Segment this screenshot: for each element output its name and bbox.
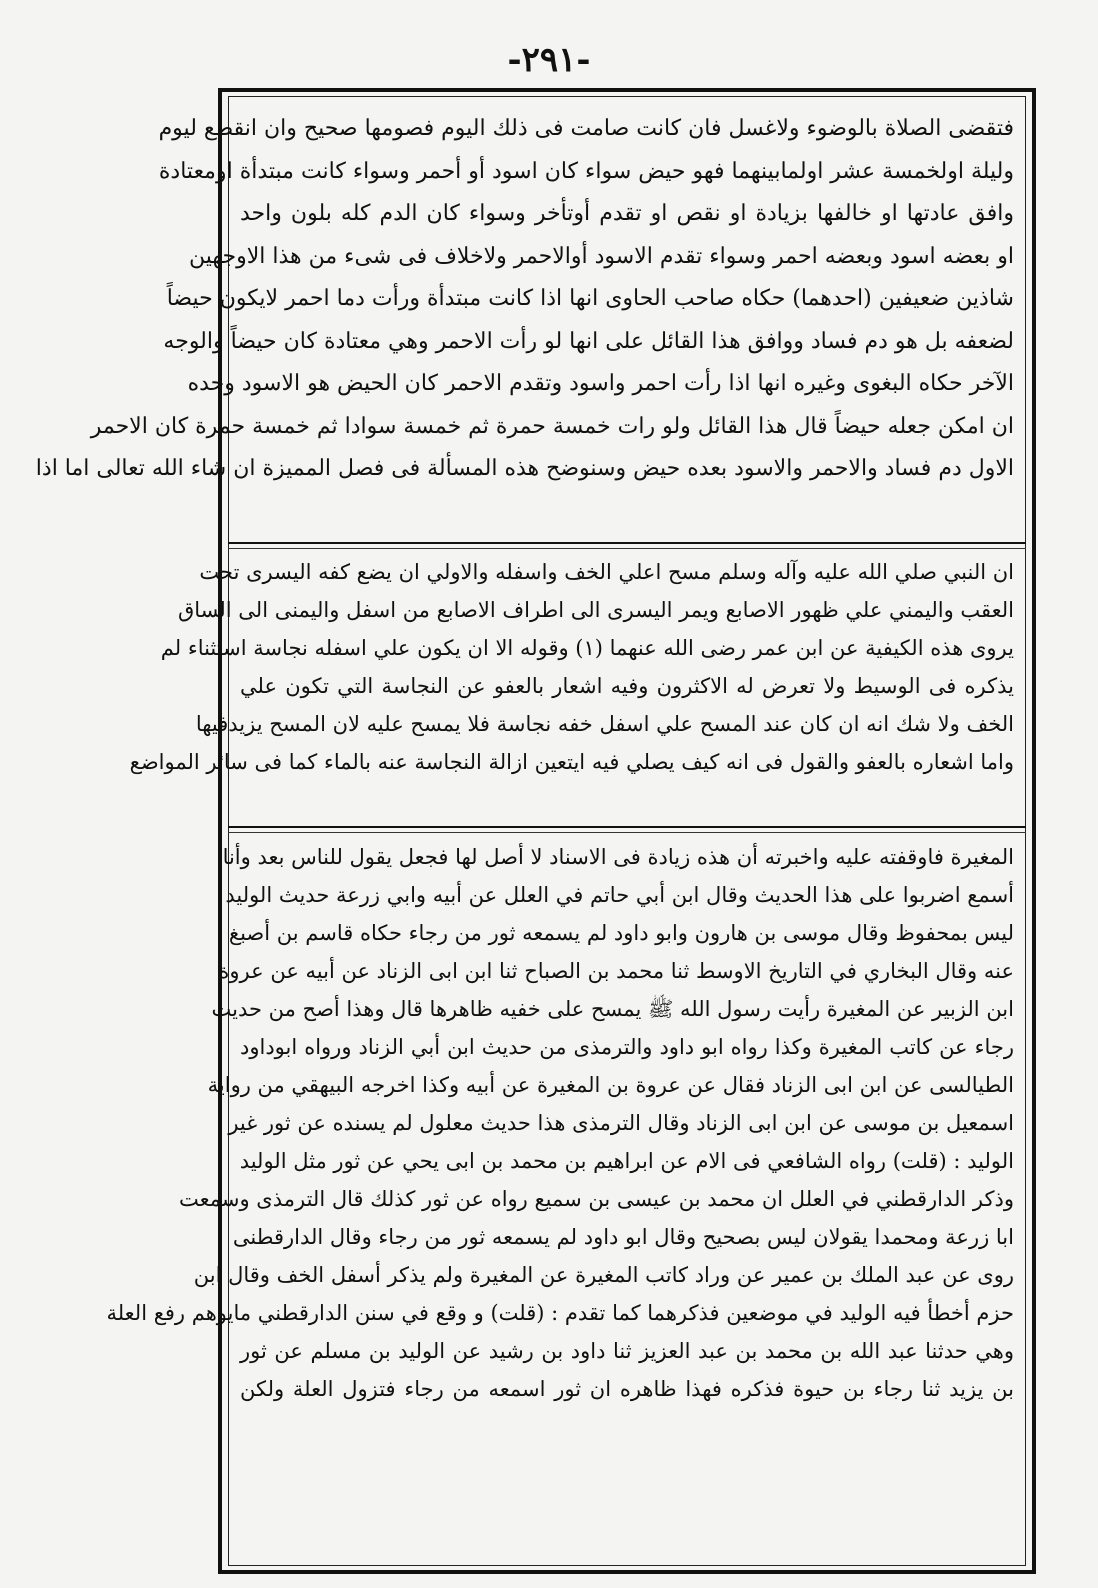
text-line: الآخر حكاه البغوى وغيره انها اذا رأت احمر واسود وتقدم الاحمر كان الحيض هو الاسود وحده <box>187 371 1014 396</box>
text-line: اسمعيل بن موسى عن ابن ابى الزناد وقال الترمذى هذا حديث معلول لم يسنده عن ثور غير <box>228 1111 1014 1135</box>
text-line: يذكره فى الوسيط ولا تعرض له الاكثرون وفيه اشعار بالعفو عن النجاسة التي تكون علي <box>240 674 1014 698</box>
text-line: واما اشعاره بالعفو والقول فى انه كيف يصلي فيه ايتعين ازالة النجاسة عنه بالماء كما فى سائر المواضع <box>129 750 1014 774</box>
text-line: المغيرة فاوقفته عليه واخبرته أن هذه زيادة فى الاسناد لا أصل لها فجعل يقول للناس بعد وأنا <box>222 845 1014 869</box>
section-divider <box>228 542 1026 549</box>
text-line: ان امكن جعله حيضاً قال هذا القائل ولو رات خمسة حمرة ثم خمسة سوادا ثم خمسة حمرة كان الاحمر <box>90 413 1014 439</box>
text-line: او بعضه اسود وبعضه احمر وسواء تقدم الاسود أوالاحمر ولاخلاف فى شىء من هذا الاوجهين <box>188 243 1014 269</box>
text-line: الاول دم فساد والاحمر والاسود بعده حيض وسنوضح هذه المسألة فى فصل المميزة ان شاء الله تعالى اما اذا <box>35 456 1014 481</box>
text-line: فتقضى الصلاة بالوضوء ولاغسل فان كانت صامت فى ذلك اليوم فصومها صحيح وان انقطع ليوم <box>158 116 1014 141</box>
text-line: وليلة اولخمسة عشر اولمابينهما فهو حيض سواء كان اسود أو أحمر وسواء كانت مبتدأة اومعتادة <box>158 158 1014 184</box>
text-line: رجاء عن كاتب المغيرة وكذا رواه ابو داود والترمذى من حديث ابن أبي الزناد ورواه ابوداود <box>240 1035 1014 1059</box>
main-text-block <box>35 108 1022 491</box>
text-line: حزم أخطأ فيه الوليد في موضعين فذكرهما كما تقدم : (قلت) و وقع في سنن الدارقطني مايوهم رفع العلة <box>106 1301 1014 1325</box>
text-line: ابن الزبير عن المغيرة رأيت رسول الله ﷺ يمسح على خفيه ظاهرها قال وهذا أصح من حديث <box>211 997 1014 1021</box>
text-line: وهي حدثنا عبد الله بن محمد بن عبد العزيز ثنا داود بن رشيد عن الوليد بن مسلم عن ثور <box>240 1339 1014 1363</box>
text-line: ابا زرعة ومحمدا يقولان ليس بصحيح وقال ابو داود لم يسمعه ثور من رجاء وقال الدارقطنى <box>232 1225 1014 1249</box>
text-line: وافق عادتها او خالفها بزيادة او نقص او تقدم أوتأخر وسواء كان الدم كله بلون واحد <box>240 201 1014 226</box>
text-line: الوليد : (قلت) رواه الشافعي فى الام عن ابراهيم بن محمد بن ابى يحي عن ثور مثل الوليد <box>239 1149 1014 1173</box>
text-line: يروى هذه الكيفية عن ابن عمر رضى الله عنهما (١) وقوله الا ان يكون علي اسفله نجاسة استثناء لم <box>160 636 1014 660</box>
section-divider <box>228 826 1026 833</box>
text-line: بن يزيد ثنا رجاء بن حيوة فذكره فهذا ظاهره ان ثور اسمعه من رجاء فتزول العلة ولكن <box>240 1377 1014 1401</box>
text-line: عنه وقال البخاري في التاريخ الاوسط ثنا محمد بن الصباح ثنا ابن ابى الزناد عن أبيه عن عروة <box>218 959 1014 983</box>
text-line: الخف ولا شك انه ان كان عند المسح علي اسفل خفه نجاسة فلا يمسح عليه لان المسح يزيدفيها <box>195 712 1014 736</box>
text-line: شاذين ضعيفين (احدهما) حكاه صاحب الحاوى انها اذا كانت مبتدأة ورأت دما احمر لايكون حيضاً <box>166 286 1014 311</box>
page-number: -٢٩١- <box>507 40 591 80</box>
footnote-text-block <box>106 838 1022 1408</box>
text-line: الطيالسى عن ابن ابى الزناد فقال عن عروة بن المغيرة عن أبيه وكذا اخرجه البيهقي من رواية <box>207 1073 1014 1097</box>
text-line: روى عن عبد الملك بن عمير عن وراد كاتب المغيرة عن المغيرة ولم يذكر أسفل الخف وقال ابن <box>193 1263 1014 1287</box>
text-line: أسمع اضربوا على هذا الحديث وقال ابن أبي حاتم في العلل عن أبيه وابي زرعة حديث الوليد <box>225 883 1014 907</box>
commentary-text-block <box>129 553 1022 781</box>
text-line: لضعفه بل هو دم فساد ووافق هذا القائل على انها لو رأت الاحمر وهي معتادة كان حيضاً والوجه <box>163 328 1014 354</box>
text-line: ان النبي صلي الله عليه وآله وسلم مسح اعلي الخف واسفله والاولي ان يضع كفه اليسرى تحت <box>199 560 1014 584</box>
text-line: العقب واليمني علي ظهور الاصابع ويمر اليسرى الى اطراف الاصابع من اسفل واليمنى الى الساق <box>177 598 1014 622</box>
text-line: وذكر الدارقطني في العلل ان محمد بن عيسى بن سميع رواه عن ثور كذلك قال الترمذى وسمعت <box>179 1187 1014 1211</box>
text-line: ليس بمحفوظ وقال موسى بن هارون وابو داود لم يسمعه ثور من رجاء حكاه قاسم بن أصبغ <box>228 921 1014 945</box>
